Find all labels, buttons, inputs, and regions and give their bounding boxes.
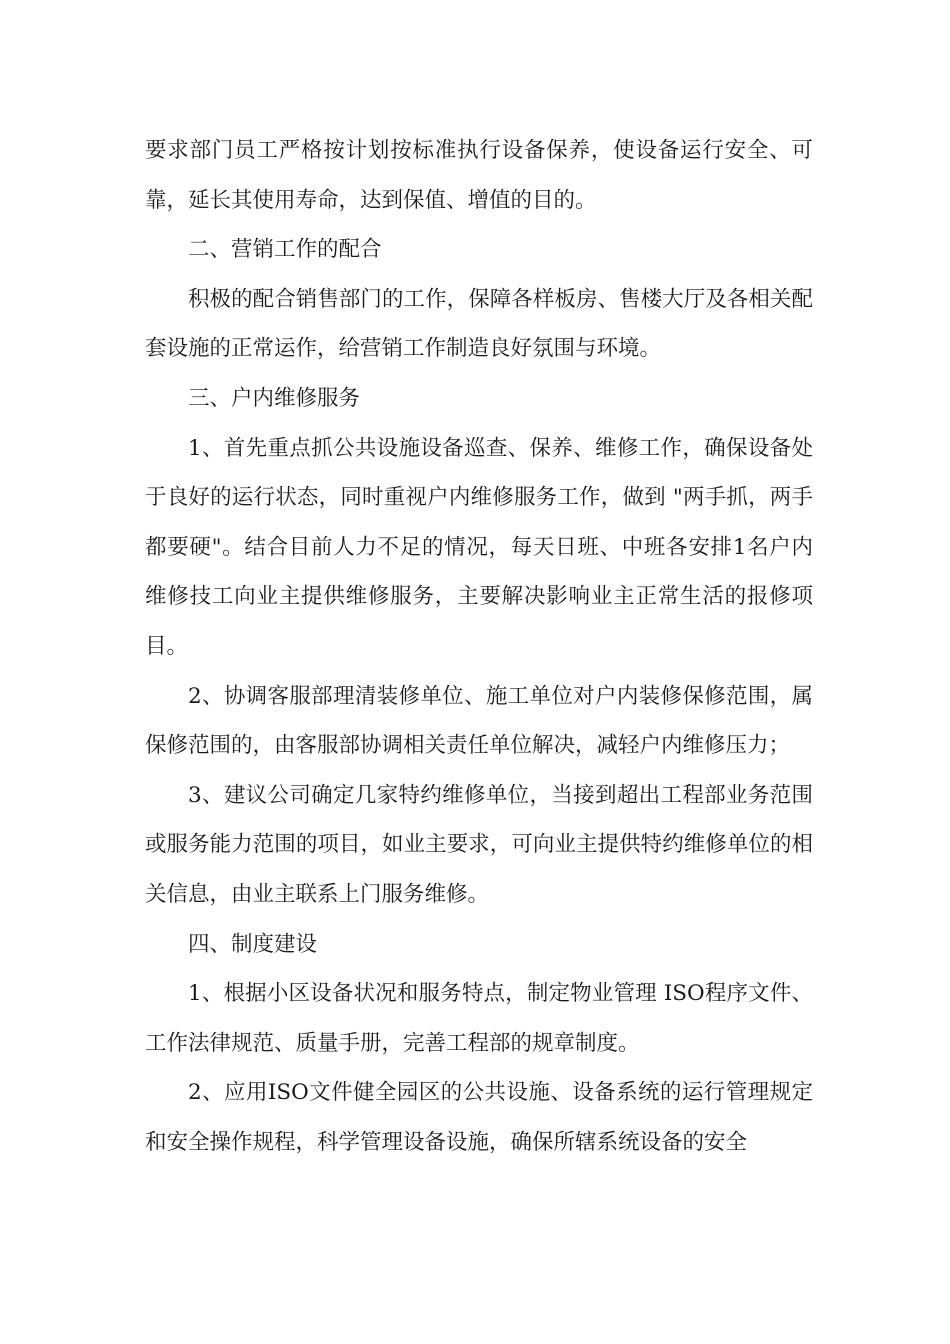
section-heading-2: 二、营销工作的配合 bbox=[188, 237, 382, 263]
paragraph-10: 2、应用ISO文件健全园区的公共设施、设备系统的运行管理规定和安全操作规程，科学管理设备设施，确保所辖系统设备的安全 bbox=[145, 1080, 813, 1155]
paragraph-9: 1、根据小区设备状况和服务特点，制定物业管理 ISO程序文件、工作法律规范、质量手册，完善工程部的规章制度。 bbox=[145, 981, 813, 1056]
paragraph-7: 3、建议公司确定几家特约维修单位，当接到超出工程部业务范围或服务能力范围的项目，如业主要求，可向业主提供特约维修单位的相关信息，由业主联系上门服务维修。 bbox=[145, 782, 813, 907]
paragraph-5: 1、首先重点抓公共设施设备巡查、保养、维修工作，确保设备处于良好的运行状态，同时重视户内维修服务工作，做到 "两手抓，两手都要硬"。结合目前人力不足的情况，每天日班、中班各安排1名户内维修技工向业主提供维修服务，主要解决影响业主正常生活的报修项目。 bbox=[145, 435, 813, 659]
paragraph-6: 2、协调客服部理清装修单位、施工单位对户内装修保修范围，属保修范围的，由客服部协调相关责任单位解决，减轻户内维修压力； bbox=[145, 683, 813, 759]
document-body bbox=[145, 126, 813, 1167]
section-heading-4: 四、制度建设 bbox=[188, 931, 318, 957]
paragraph-1: 要求部门员工严格按计划按标准执行设备保养，使设备运行安全、可靠，延长其使用寿命，达到保值、增值的目的。 bbox=[145, 138, 813, 213]
paragraph-3: 积极的配合销售部门的工作，保障各样板房、售楼大厅及各相关配套设施的正常运作，给营销工作制造良好氛围与环境。 bbox=[145, 286, 813, 362]
section-heading-3: 三、户内维修服务 bbox=[188, 385, 361, 411]
